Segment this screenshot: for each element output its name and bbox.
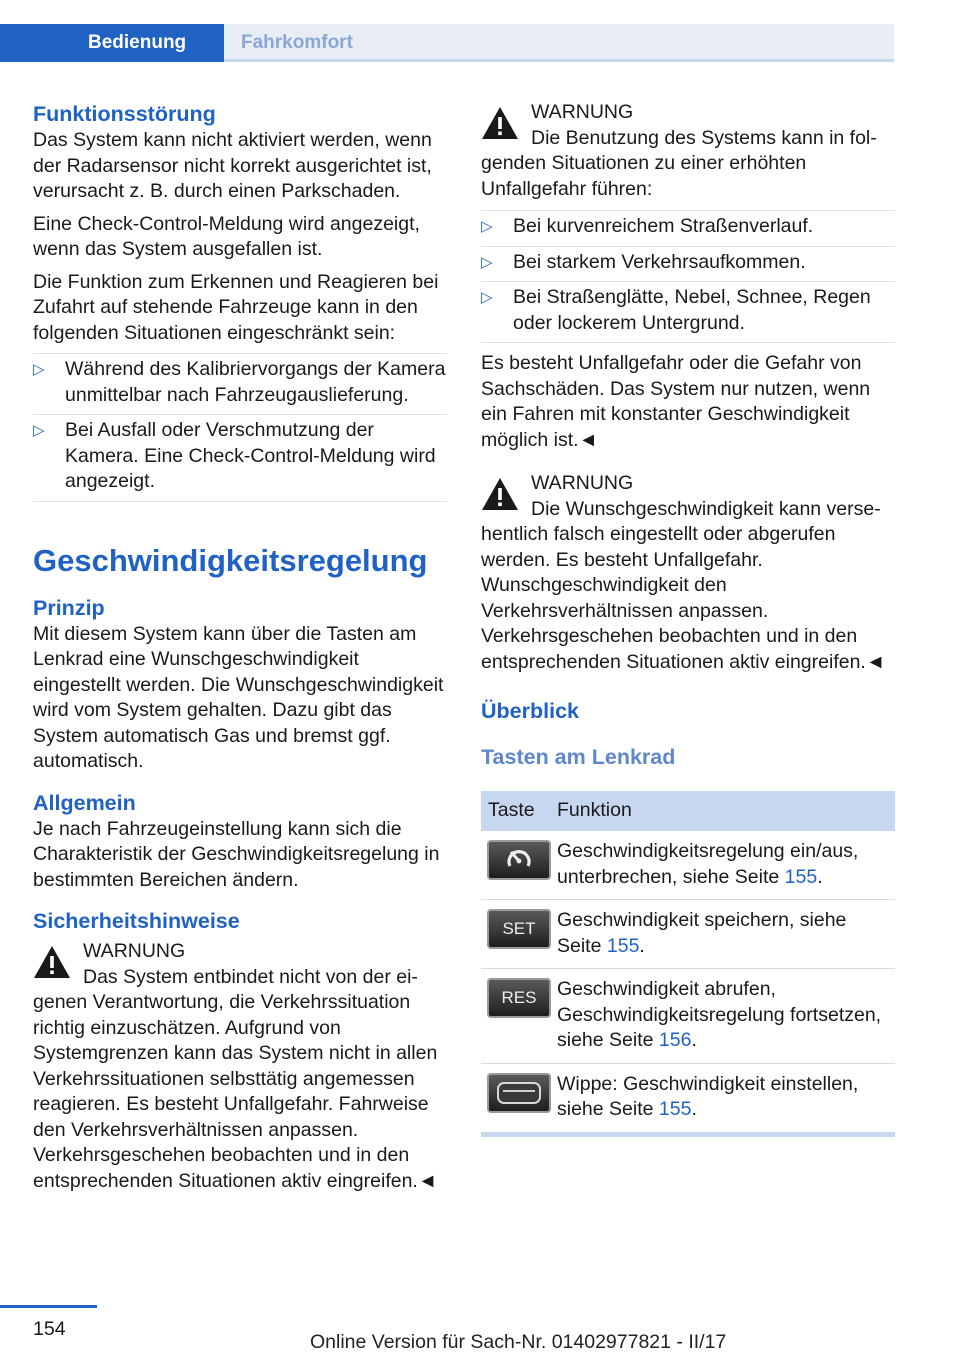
warning-triangle-icon [33, 945, 71, 979]
warning-label: WARNUNG [531, 101, 634, 123]
heading-overview: Überblick [481, 699, 579, 723]
triangle-bullet-icon: ▷ [33, 361, 45, 378]
right-column [481, 100, 895, 1137]
table-header-row [481, 791, 895, 831]
page-link[interactable]: 155 [784, 865, 818, 888]
rocker-switch-icon [487, 1073, 551, 1113]
list-item: ▷ Bei Ausfall oder Verschmutzung der Kamera. Eine Check-Control-Meldung wird angezeigt. [33, 415, 447, 502]
column-header-key: Taste [481, 791, 557, 831]
tab-bedienung[interactable]: Bedienung [0, 24, 224, 62]
paragraph: Das System kann nicht aktiviert werden, wenn der Radarsensor nicht korrekt ausgerichtet ist, verursacht z. B. durch einen Parkschaden. [33, 129, 432, 202]
function-text: Geschwindigkeit speichern, siehe Seite 155. [557, 900, 895, 969]
heading-steering-keys: Tasten am Lenkrad [481, 745, 676, 769]
warning-triangle-icon [481, 477, 519, 511]
warning-text: genen Verantwortung, die Verkehrssituation richtig einzuschätzen. Aufgrund von Systemgrenzen kann das System nicht in allen Verkehrssituationen selbsttätig angemessen reagieren. Es besteht Unfallgefahr. Fahrweise den Verkehrsverhältnissen anpassen. Verkehrsgeschehen beobachten und in den entsprechenden Situationen aktiv eingreifen.◄ [33, 991, 438, 1192]
column-header-function: Funktion [557, 791, 895, 831]
tab-fahrkomfort[interactable]: Fahrkomfort [224, 24, 894, 62]
page-number: 154 [33, 1318, 66, 1340]
triangle-bullet-icon: ▷ [33, 422, 45, 439]
list-item: ▷ Bei kurvenreichem Straßenverlauf. [481, 210, 895, 247]
table-row [481, 831, 895, 900]
bullet-list [33, 353, 447, 502]
heading-cruise-control: Geschwindigkeitsregelung [33, 542, 428, 578]
set-key-icon: SET [487, 909, 551, 949]
warning-block [481, 100, 895, 202]
list-item: ▷ Bei starkem Verkehrsaufkommen. [481, 247, 895, 283]
warning-block [481, 471, 895, 675]
heading-fault: Funktionsstörung [33, 102, 216, 126]
warning-text: Die Wunschgeschwindigkeit kann verse- [531, 497, 881, 520]
footer-accent-line [0, 1305, 97, 1308]
paragraph: Die Funktion zum Erkennen und Reagieren bei Zufahrt auf stehende Fahrzeuge kann in den folgenden Situationen eingeschränkt sein: [33, 270, 439, 344]
warning-text: Das System entbindet nicht von der ei- [83, 965, 418, 988]
warning-label: WARNUNG [531, 472, 634, 494]
function-text: Geschwindigkeit abrufen, Geschwindigkeitsregelung fortsetzen, siehe Seite 156. [557, 969, 895, 1064]
tab-underline [224, 59, 894, 62]
function-text: Geschwindigkeitsregelung ein/aus, unterbrechen, siehe Seite 155. [557, 831, 895, 900]
paragraph: Mit diesem System kann über die Tasten am Lenkrad eine Wunschgeschwindigkeit eingestellt werden. Die Wunschgeschwindigkeit wird vom System gehalten. Dazu gibt das System automatisch Gas und bremst ggf. automatisch. [33, 622, 444, 772]
triangle-bullet-icon: ▷ [481, 289, 493, 306]
left-column [33, 100, 447, 1194]
page-link[interactable]: 155 [658, 1098, 692, 1120]
page-link[interactable]: 155 [606, 934, 640, 957]
heading-principle: Prinzip [33, 595, 105, 620]
cruise-control-icon [487, 840, 551, 880]
function-text: Wippe: Geschwindigkeit einstellen, siehe Seite 155. [557, 1063, 895, 1134]
warning-label: WARNUNG [83, 940, 186, 962]
online-version-note: Online Version für Sach-Nr. 01402977821 - II/17 [310, 1331, 727, 1353]
list-item: ▷ Bei Straßenglätte, Nebel, Schnee, Regen oder lockerem Untergrund. [481, 282, 895, 343]
table-row [481, 969, 895, 1064]
warning-triangle-icon [481, 106, 519, 140]
keys-table [481, 791, 895, 1137]
warning-text: genden Situationen zu einer erhöhten Unfallgefahr führen: [481, 152, 807, 200]
warning-text: hentlich falsch eingestellt oder abgerufen werden. Es besteht Unfallgefahr. Wunschgeschwindigkeit den Verkehrsverhältnissen anpassen. Verkehrsgeschehen beobachten und in den entsprechenden Situationen aktiv eingreifen.◄ [481, 523, 886, 673]
table-row [481, 900, 895, 969]
list-item: ▷ Während des Kalibriervorgangs der Kamera unmittelbar nach Fahrzeugauslieferung. [33, 353, 447, 415]
header-bar [0, 0, 960, 62]
warning-text: Die Benutzung des Systems kann in fol- [531, 126, 877, 149]
heading-general: Allgemein [33, 790, 136, 815]
heading-safety: Sicherheitshinweise [33, 909, 240, 933]
triangle-bullet-icon: ▷ [481, 253, 493, 271]
res-key-icon: RES [487, 978, 551, 1018]
paragraph: Je nach Fahrzeugeinstellung kann sich die Charakteristik der Geschwindigkeitsregelung in bestimmten Bereichen ändern. [33, 817, 440, 891]
warning-block [33, 939, 447, 1194]
bullet-list [481, 210, 895, 343]
paragraph: Eine Check-Control-Meldung wird angezeigt, wenn das System ausgefallen ist. [33, 212, 420, 260]
table-row [481, 1063, 895, 1134]
triangle-bullet-icon: ▷ [481, 218, 493, 235]
paragraph: Es besteht Unfallgefahr oder die Gefahr von Sachschäden. Das System nur nutzen, wenn ein Fahren mit konstanter Geschwindigkeit möglich ist.◄ [481, 352, 871, 451]
page-link[interactable]: 156 [658, 1029, 692, 1051]
